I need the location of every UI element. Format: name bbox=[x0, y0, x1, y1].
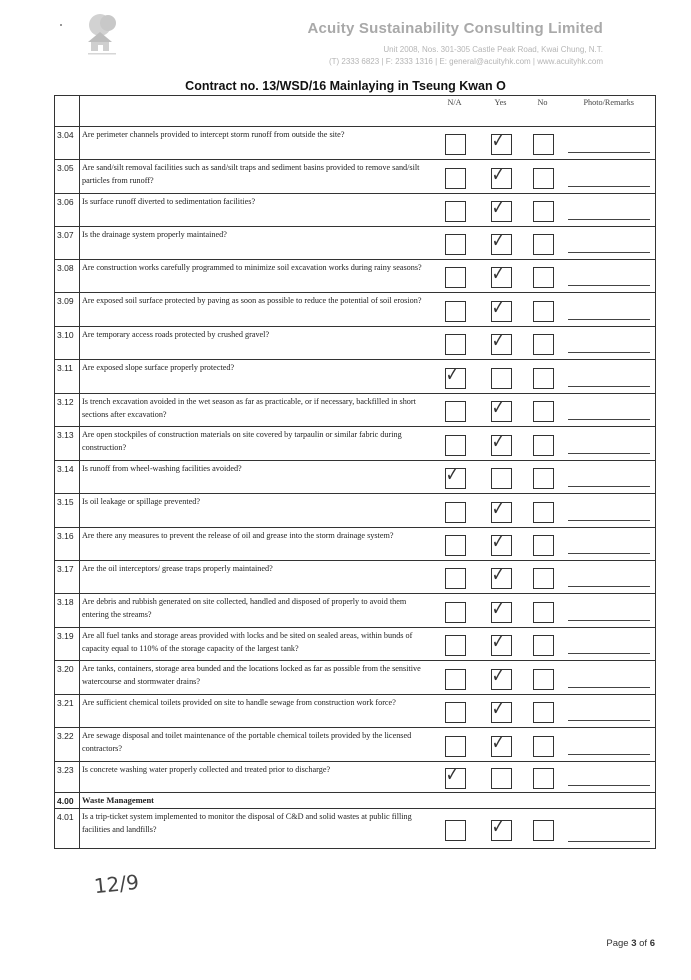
remarks-line[interactable] bbox=[568, 687, 651, 688]
checkbox-yes[interactable] bbox=[491, 768, 512, 789]
cell-no bbox=[523, 127, 563, 160]
checkbox-yes[interactable] bbox=[491, 228, 512, 255]
remarks-line[interactable] bbox=[568, 520, 651, 521]
check-mark-icon: ✓ bbox=[491, 294, 505, 319]
item-number: 3.18 bbox=[55, 594, 80, 628]
checkbox-na[interactable] bbox=[445, 669, 466, 690]
company-logo bbox=[82, 12, 122, 56]
checklist-row bbox=[55, 661, 656, 695]
remarks-line[interactable] bbox=[568, 285, 651, 286]
cell-no bbox=[523, 809, 563, 849]
checkbox-no[interactable] bbox=[533, 401, 554, 422]
checkbox-yes[interactable] bbox=[491, 368, 512, 389]
checkbox-na[interactable] bbox=[445, 361, 466, 389]
cell-yes bbox=[479, 728, 523, 762]
checkbox-na[interactable] bbox=[445, 267, 466, 288]
check-mark-icon: ✓ bbox=[491, 261, 505, 285]
checklist-row bbox=[55, 528, 656, 561]
checkbox-yes[interactable] bbox=[491, 629, 512, 656]
item-question: Are sand/silt removal facilities such as sand/silt traps and sediment basins provided to remove sand/silt particles from runoff? bbox=[80, 160, 431, 194]
remarks-cell bbox=[563, 494, 656, 528]
company-address bbox=[329, 44, 603, 68]
checkbox-yes[interactable] bbox=[491, 294, 512, 322]
checkbox-no[interactable] bbox=[533, 820, 554, 841]
item-number: 3.07 bbox=[55, 227, 80, 260]
check-mark-icon: ✓ bbox=[491, 228, 505, 252]
checkbox-yes[interactable] bbox=[491, 328, 512, 355]
item-question: Is oil leakage or spillage prevented? bbox=[80, 494, 431, 528]
remarks-line[interactable] bbox=[568, 486, 651, 487]
check-mark-icon: ✓ bbox=[491, 729, 505, 754]
cell-no bbox=[523, 327, 563, 360]
header-yes: Yes bbox=[479, 96, 523, 127]
remarks-line[interactable] bbox=[568, 653, 651, 654]
cell-na bbox=[431, 695, 479, 728]
checkbox-na[interactable] bbox=[445, 462, 466, 489]
checklist-table bbox=[54, 95, 656, 849]
header-num-cell bbox=[55, 96, 80, 127]
cell-yes bbox=[479, 594, 523, 628]
item-number: 3.15 bbox=[55, 494, 80, 528]
checkbox-yes[interactable] bbox=[491, 161, 512, 189]
remarks-cell bbox=[563, 461, 656, 494]
header-no: No bbox=[523, 96, 563, 127]
cell-no bbox=[523, 260, 563, 293]
cell-no bbox=[523, 360, 563, 394]
item-question: Are there any measures to prevent the release of oil and grease into the storm drainage system? bbox=[80, 528, 431, 561]
checkbox-no[interactable] bbox=[533, 768, 554, 789]
cell-yes bbox=[479, 293, 523, 327]
checklist-row bbox=[55, 327, 656, 360]
item-number: 3.17 bbox=[55, 561, 80, 594]
checklist-row bbox=[55, 160, 656, 194]
cell-yes bbox=[479, 809, 523, 849]
remarks-cell bbox=[563, 160, 656, 194]
checkbox-yes[interactable] bbox=[491, 696, 512, 723]
checklist-body bbox=[55, 96, 656, 849]
remarks-cell bbox=[563, 194, 656, 227]
check-mark-icon: ✓ bbox=[445, 462, 459, 486]
page-current: 3 bbox=[631, 938, 637, 949]
item-question: Is trench excavation avoided in the wet season as far as practicable, or if necessary, backfilled in short sections after excavation? bbox=[80, 394, 431, 427]
checkbox-na[interactable] bbox=[445, 535, 466, 556]
checkbox-na[interactable] bbox=[445, 762, 466, 789]
cell-no bbox=[523, 793, 563, 809]
cell-no bbox=[523, 293, 563, 327]
cell-na bbox=[431, 194, 479, 227]
remarks-line[interactable] bbox=[568, 219, 651, 220]
checkbox-no[interactable] bbox=[533, 568, 554, 589]
cell-na bbox=[431, 594, 479, 628]
checkbox-yes[interactable] bbox=[491, 495, 512, 523]
cell-na bbox=[431, 628, 479, 661]
checkbox-na[interactable] bbox=[445, 201, 466, 222]
remarks-cell bbox=[563, 594, 656, 628]
check-mark-icon: ✓ bbox=[491, 195, 505, 219]
check-mark-icon: ✓ bbox=[491, 595, 505, 620]
company-name: Acuity Sustainability Consulting Limited bbox=[307, 20, 603, 37]
checkbox-yes[interactable] bbox=[491, 729, 512, 757]
checkbox-yes[interactable] bbox=[491, 529, 512, 556]
cell-no bbox=[523, 528, 563, 561]
item-question: Are the oil interceptors/ grease traps properly maintained? bbox=[80, 561, 431, 594]
checkbox-na[interactable] bbox=[445, 401, 466, 422]
item-question: Is a trip-ticket system implemented to monitor the disposal of C&D and solid wastes at public filling facilities and landfills? bbox=[80, 809, 431, 849]
cell-na bbox=[431, 127, 479, 160]
page-of: of bbox=[639, 938, 648, 949]
cell-na bbox=[431, 494, 479, 528]
remarks-line[interactable] bbox=[568, 152, 651, 153]
checkbox-no[interactable] bbox=[533, 134, 554, 155]
item-number: 3.09 bbox=[55, 293, 80, 327]
remarks-line[interactable] bbox=[568, 586, 651, 587]
check-mark-icon: ✓ bbox=[491, 428, 505, 453]
item-number: 4.00 bbox=[55, 793, 80, 809]
item-number: 3.20 bbox=[55, 661, 80, 695]
cell-na bbox=[431, 461, 479, 494]
remarks-cell bbox=[563, 561, 656, 594]
cell-no bbox=[523, 695, 563, 728]
item-question: Is runoff from wheel-washing facilities avoided? bbox=[80, 461, 431, 494]
checkbox-yes[interactable] bbox=[491, 261, 512, 288]
item-question: Are sufficient chemical toilets provided on site to handle sewage from construction work force? bbox=[80, 695, 431, 728]
checkbox-no[interactable] bbox=[533, 635, 554, 656]
item-question: Is concrete washing water properly collected and treated prior to discharge? bbox=[80, 762, 431, 793]
checkbox-yes[interactable] bbox=[491, 428, 512, 456]
check-mark-icon: ✓ bbox=[491, 662, 505, 687]
checkbox-na[interactable] bbox=[445, 134, 466, 155]
remarks-cell bbox=[563, 528, 656, 561]
cell-yes bbox=[479, 628, 523, 661]
cell-yes bbox=[479, 695, 523, 728]
cell-yes bbox=[479, 793, 523, 809]
item-number: 4.01 bbox=[55, 809, 80, 849]
remarks-cell bbox=[563, 793, 656, 809]
checkbox-no[interactable] bbox=[533, 168, 554, 189]
item-question: Are open stockpiles of construction materials on site covered by tarpaulin or similar fabric during construction? bbox=[80, 427, 431, 461]
address-line: Unit 2008, Nos. 301-305 Castle Peak Road, Kwai Chung, N.T. bbox=[383, 45, 603, 54]
remarks-cell bbox=[563, 127, 656, 160]
checkbox-yes[interactable] bbox=[491, 813, 512, 841]
remarks-line[interactable] bbox=[568, 252, 651, 253]
remarks-cell bbox=[563, 360, 656, 394]
checkbox-na[interactable] bbox=[445, 168, 466, 189]
check-mark-icon: ✓ bbox=[491, 629, 505, 653]
cell-na bbox=[431, 728, 479, 762]
cell-yes bbox=[479, 260, 523, 293]
checklist-row bbox=[55, 227, 656, 260]
checkbox-na[interactable] bbox=[445, 234, 466, 255]
checkbox-no[interactable] bbox=[533, 234, 554, 255]
checkbox-yes[interactable] bbox=[491, 468, 512, 489]
checkbox-na[interactable] bbox=[445, 602, 466, 623]
house-tree-logo-icon bbox=[82, 12, 122, 56]
cell-na bbox=[431, 293, 479, 327]
item-question: Is surface runoff diverted to sedimentation facilities? bbox=[80, 194, 431, 227]
remarks-line[interactable] bbox=[568, 553, 651, 554]
remarks-line[interactable] bbox=[568, 319, 651, 320]
header-remarks: Photo/Remarks bbox=[563, 96, 656, 127]
remarks-line[interactable] bbox=[568, 352, 651, 353]
remarks-cell bbox=[563, 762, 656, 793]
page-label: Page bbox=[606, 938, 629, 949]
remarks-cell bbox=[563, 260, 656, 293]
checkbox-yes[interactable] bbox=[491, 395, 512, 422]
item-number: 3.04 bbox=[55, 127, 80, 160]
check-mark-icon: ✓ bbox=[491, 696, 505, 720]
checkbox-na[interactable] bbox=[445, 820, 466, 841]
checkbox-na[interactable] bbox=[445, 502, 466, 523]
remarks-line[interactable] bbox=[568, 620, 651, 621]
cell-no bbox=[523, 661, 563, 695]
checkbox-no[interactable] bbox=[533, 435, 554, 456]
item-question: Are temporary access roads protected by crushed gravel? bbox=[80, 327, 431, 360]
item-question: Are tanks, containers, storage area bunded and the locations locked as far as possible from the sensitive watercourse and stormwater drains? bbox=[80, 661, 431, 695]
checklist-row bbox=[55, 809, 656, 849]
checkbox-na[interactable] bbox=[445, 301, 466, 322]
checkbox-na[interactable] bbox=[445, 635, 466, 656]
cell-yes bbox=[479, 394, 523, 427]
section-title: Waste Management bbox=[80, 793, 431, 809]
checkbox-no[interactable] bbox=[533, 468, 554, 489]
item-question: Is the drainage system properly maintained? bbox=[80, 227, 431, 260]
remarks-line[interactable] bbox=[568, 419, 651, 420]
remarks-cell bbox=[563, 327, 656, 360]
cell-yes bbox=[479, 327, 523, 360]
item-question: Are exposed slope surface properly protected? bbox=[80, 360, 431, 394]
cell-na bbox=[431, 661, 479, 695]
cell-na bbox=[431, 227, 479, 260]
remarks-cell bbox=[563, 661, 656, 695]
item-number: 3.11 bbox=[55, 360, 80, 394]
cell-no bbox=[523, 394, 563, 427]
checklist-row bbox=[55, 260, 656, 293]
cell-no bbox=[523, 194, 563, 227]
cell-yes bbox=[479, 160, 523, 194]
checkbox-yes[interactable] bbox=[491, 562, 512, 589]
checklist-row bbox=[55, 461, 656, 494]
checklist-row bbox=[55, 494, 656, 528]
remarks-cell bbox=[563, 227, 656, 260]
checkbox-na[interactable] bbox=[445, 568, 466, 589]
cell-yes bbox=[479, 194, 523, 227]
item-question: Are debris and rubbish generated on site collected, handled and disposed of properly to avoid them entering the streams? bbox=[80, 594, 431, 628]
checkbox-na[interactable] bbox=[445, 334, 466, 355]
remarks-cell bbox=[563, 809, 656, 849]
cell-na bbox=[431, 327, 479, 360]
cell-no bbox=[523, 160, 563, 194]
checkbox-yes[interactable] bbox=[491, 662, 512, 690]
check-mark-icon: ✓ bbox=[445, 361, 459, 386]
checkbox-no[interactable] bbox=[533, 702, 554, 723]
cell-no bbox=[523, 594, 563, 628]
header-na: N/A bbox=[431, 96, 479, 127]
cell-na bbox=[431, 793, 479, 809]
checkbox-no[interactable] bbox=[533, 334, 554, 355]
page-number bbox=[606, 938, 655, 949]
cell-yes bbox=[479, 494, 523, 528]
cell-na bbox=[431, 762, 479, 793]
item-question: Are perimeter channels provided to intercept storm runoff from outside the site? bbox=[80, 127, 431, 160]
cell-na bbox=[431, 561, 479, 594]
item-number: 3.05 bbox=[55, 160, 80, 194]
cell-no bbox=[523, 728, 563, 762]
checkbox-no[interactable] bbox=[533, 301, 554, 322]
checkbox-no[interactable] bbox=[533, 535, 554, 556]
remarks-cell bbox=[563, 427, 656, 461]
cell-na bbox=[431, 809, 479, 849]
checkbox-no[interactable] bbox=[533, 368, 554, 389]
checklist-row bbox=[55, 628, 656, 661]
cell-yes bbox=[479, 427, 523, 461]
item-number: 3.06 bbox=[55, 194, 80, 227]
item-question: Are sewage disposal and toilet maintenance of the portable chemical toilets provided by the licensed contractors? bbox=[80, 728, 431, 762]
check-mark-icon: ✓ bbox=[491, 161, 505, 186]
checklist-row bbox=[55, 762, 656, 793]
checklist-row bbox=[55, 561, 656, 594]
cell-yes bbox=[479, 127, 523, 160]
cell-no bbox=[523, 427, 563, 461]
checklist-row bbox=[55, 127, 656, 160]
cell-yes bbox=[479, 561, 523, 594]
checkbox-na[interactable] bbox=[445, 702, 466, 723]
cell-no bbox=[523, 461, 563, 494]
cell-no bbox=[523, 561, 563, 594]
cell-yes bbox=[479, 762, 523, 793]
handwritten-note: 12/9 bbox=[92, 869, 141, 899]
remarks-cell bbox=[563, 728, 656, 762]
remarks-line[interactable] bbox=[568, 186, 651, 187]
contact-line: (T) 2333 6823 | F: 2333 1316 | E: general@acuityhk.com | www.acuityhk.com bbox=[328, 57, 603, 66]
checkbox-no[interactable] bbox=[533, 201, 554, 222]
checkbox-yes[interactable] bbox=[491, 195, 512, 222]
remarks-cell bbox=[563, 695, 656, 728]
item-number: 3.22 bbox=[55, 728, 80, 762]
remarks-cell bbox=[563, 628, 656, 661]
cell-na bbox=[431, 394, 479, 427]
checklist-row bbox=[55, 695, 656, 728]
cell-yes bbox=[479, 528, 523, 561]
item-question: Are all fuel tanks and storage areas provided with locks and be sited on sealed areas, within bunds of capacity equal to 110% of the storage capacity of the largest tank? bbox=[80, 628, 431, 661]
item-number: 3.10 bbox=[55, 327, 80, 360]
cell-yes bbox=[479, 227, 523, 260]
remarks-line[interactable] bbox=[568, 841, 651, 842]
header-question-cell bbox=[80, 96, 431, 127]
item-number: 3.19 bbox=[55, 628, 80, 661]
item-number: 3.14 bbox=[55, 461, 80, 494]
checkbox-yes[interactable] bbox=[491, 128, 512, 155]
checkbox-no[interactable] bbox=[533, 267, 554, 288]
remarks-line[interactable] bbox=[568, 720, 651, 721]
item-number: 3.16 bbox=[55, 528, 80, 561]
checkbox-no[interactable] bbox=[533, 502, 554, 523]
cell-no bbox=[523, 227, 563, 260]
checkbox-yes[interactable] bbox=[491, 595, 512, 623]
check-mark-icon: ✓ bbox=[491, 495, 505, 520]
section-row bbox=[55, 793, 656, 809]
checklist-row bbox=[55, 728, 656, 762]
checklist-row bbox=[55, 194, 656, 227]
checkbox-no[interactable] bbox=[533, 602, 554, 623]
check-mark-icon: ✓ bbox=[491, 328, 505, 352]
item-question: Are exposed soil surface protected by paving as soon as possible to reduce the potential of soil erosion? bbox=[80, 293, 431, 327]
item-number: 3.23 bbox=[55, 762, 80, 793]
scan-speck bbox=[60, 24, 62, 26]
remarks-line[interactable] bbox=[568, 453, 651, 454]
cell-no bbox=[523, 628, 563, 661]
checkbox-na[interactable] bbox=[445, 736, 466, 757]
checkbox-na[interactable] bbox=[445, 435, 466, 456]
item-question: Are construction works carefully programmed to minimize soil excavation works during rainy seasons? bbox=[80, 260, 431, 293]
cell-na bbox=[431, 360, 479, 394]
header-row bbox=[55, 96, 656, 127]
cell-yes bbox=[479, 360, 523, 394]
remarks-cell bbox=[563, 394, 656, 427]
checklist-row bbox=[55, 394, 656, 427]
item-number: 3.13 bbox=[55, 427, 80, 461]
cell-na bbox=[431, 260, 479, 293]
checklist-row bbox=[55, 293, 656, 327]
item-number: 3.08 bbox=[55, 260, 80, 293]
checkbox-no[interactable] bbox=[533, 736, 554, 757]
cell-no bbox=[523, 494, 563, 528]
check-mark-icon: ✓ bbox=[491, 529, 505, 553]
remarks-cell bbox=[563, 293, 656, 327]
remarks-line[interactable] bbox=[568, 754, 651, 755]
cell-yes bbox=[479, 461, 523, 494]
remarks-line[interactable] bbox=[568, 785, 651, 786]
page-total: 6 bbox=[649, 938, 655, 949]
cell-yes bbox=[479, 661, 523, 695]
checkbox-no[interactable] bbox=[533, 669, 554, 690]
check-mark-icon: ✓ bbox=[491, 813, 505, 838]
remarks-line[interactable] bbox=[568, 386, 651, 387]
checklist-row bbox=[55, 427, 656, 461]
checklist-row bbox=[55, 360, 656, 394]
cell-na bbox=[431, 528, 479, 561]
page-title: Contract no. 13/WSD/16 Mainlaying in Tseung Kwan O bbox=[185, 79, 506, 93]
check-mark-icon: ✓ bbox=[491, 128, 505, 152]
item-number: 3.12 bbox=[55, 394, 80, 427]
cell-no bbox=[523, 762, 563, 793]
check-mark-icon: ✓ bbox=[491, 562, 505, 586]
checklist-row bbox=[55, 594, 656, 628]
check-mark-icon: ✓ bbox=[445, 762, 459, 786]
item-number: 3.21 bbox=[55, 695, 80, 728]
cell-na bbox=[431, 427, 479, 461]
cell-na bbox=[431, 160, 479, 194]
check-mark-icon: ✓ bbox=[491, 395, 505, 419]
